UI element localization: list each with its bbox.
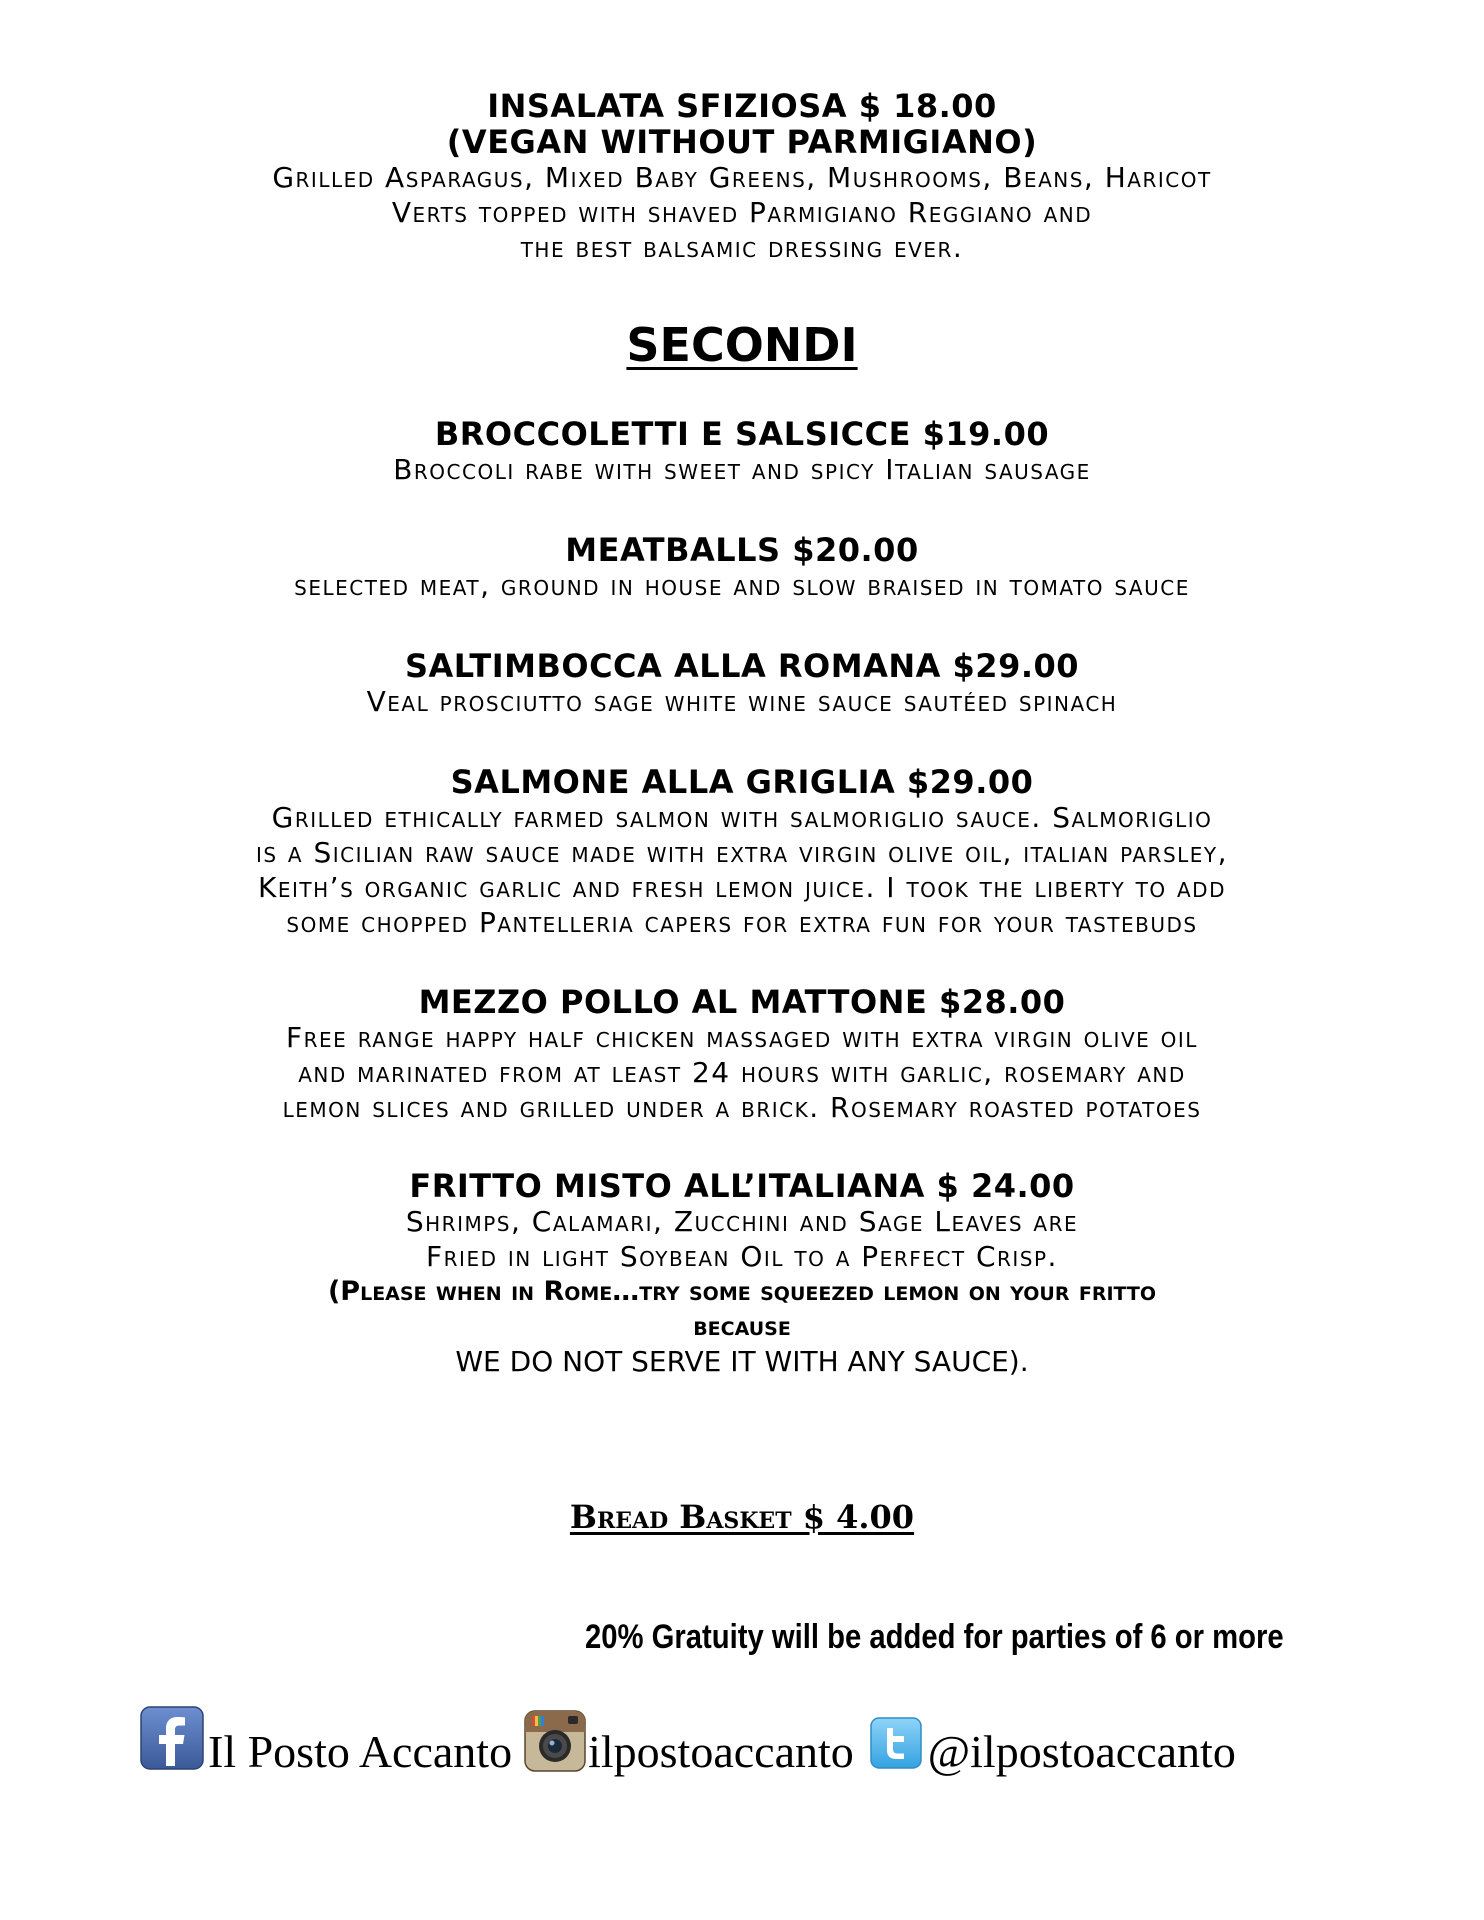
dish-fritto-misto <box>0 1168 1484 1379</box>
insalata-block <box>0 88 1484 265</box>
bread-basket <box>0 1498 1484 1536</box>
insalata-desc-line: Verts topped with shaved Parmigiano Reggiano and <box>391 196 1093 229</box>
dish-broccoletti <box>0 416 1484 487</box>
insalata-subtitle: (VEGAN WITHOUT PARMIGIANO) <box>446 123 1038 161</box>
dish-title: SALTIMBOCCA ALLA ROMANA $29.00 <box>404 647 1080 685</box>
insalata-desc-line: the best balsamic dressing ever. <box>520 231 964 264</box>
dish-desc-line: Veal prosciutto sage white wine sauce sautéed spinach <box>366 685 1118 718</box>
instagram-handle[interactable]: ilpostoaccanto <box>588 1726 854 1777</box>
dish-desc-line: Free range happy half chicken massaged with extra virgin olive oil <box>286 1021 1198 1054</box>
dish-desc-line: selected meat, ground in house and slow braised in tomato sauce <box>294 569 1190 602</box>
dish-note-line: because <box>693 1311 791 1342</box>
dish-salmone <box>0 764 1484 940</box>
dish-desc-line: Keith’s organic garlic and fresh lemon juice. I took the liberty to add <box>258 871 1226 904</box>
dish-saltimbocca <box>0 648 1484 719</box>
instagram-icon[interactable] <box>524 1710 586 1776</box>
dish-note-plain: WE DO NOT SERVE IT WITH ANY SAUCE). <box>455 1345 1029 1378</box>
dish-title: FRITTO MISTO ALL’ITALIANA $ 24.00 <box>409 1167 1075 1205</box>
dish-title: MEATBALLS $20.00 <box>565 531 919 569</box>
facebook-handle[interactable]: Il Posto Accanto <box>208 1726 513 1777</box>
dish-title: SALMONE ALLA GRIGLIA $29.00 <box>450 763 1034 801</box>
dish-desc-line: Shrimps, Calamari, Zucchini and Sage Leaves are <box>405 1205 1079 1238</box>
dish-desc-line: is a Sicilian raw sauce made with extra virgin olive oil, italian parsley, <box>255 836 1229 869</box>
social-footer <box>140 1706 1236 1776</box>
dish-desc-line: and marinated from at least 24 hours with garlic, rosemary and <box>298 1056 1186 1089</box>
dish-desc-line: lemon slices and grilled under a brick. Rosemary roasted potatoes <box>282 1091 1202 1124</box>
twitter-icon[interactable] <box>870 1716 922 1776</box>
gratuity-note: 20% Gratuity will be added for parties of 6 or more <box>585 1618 1284 1656</box>
dish-title: MEZZO POLLO AL MATTONE $28.00 <box>418 983 1066 1021</box>
dish-desc-line: Broccoli rabe with sweet and spicy Italian sausage <box>393 453 1091 486</box>
bread-basket-price: Bread Basket $ 4.00 <box>569 1498 915 1536</box>
facebook-icon[interactable] <box>140 1706 204 1776</box>
section-heading: SECONDI <box>626 318 858 372</box>
dish-desc-line: some chopped Pantelleria capers for extra fun for your tastebuds <box>286 906 1198 939</box>
dish-mezzo-pollo <box>0 984 1484 1125</box>
insalata-desc-line: Grilled Asparagus, Mixed Baby Greens, Mushrooms, Beans, Haricot <box>272 161 1212 194</box>
dish-desc-line: Fried in light Soybean Oil to a Perfect Crisp. <box>426 1240 1058 1273</box>
insalata-title: INSALATA SFIZIOSA $ 18.00 <box>487 87 997 125</box>
dish-note-line: (Please when in Rome…try some squeezed lemon on your fritto <box>327 1276 1157 1307</box>
twitter-handle[interactable]: @ilpostoaccanto <box>927 1726 1236 1777</box>
dish-meatballs <box>0 532 1484 603</box>
dish-desc-line: Grilled ethically farmed salmon with salmoriglio sauce. Salmoriglio <box>271 801 1213 834</box>
dish-title: BROCCOLETTI E SALSICCE $19.00 <box>434 415 1050 453</box>
section-header <box>0 318 1484 372</box>
